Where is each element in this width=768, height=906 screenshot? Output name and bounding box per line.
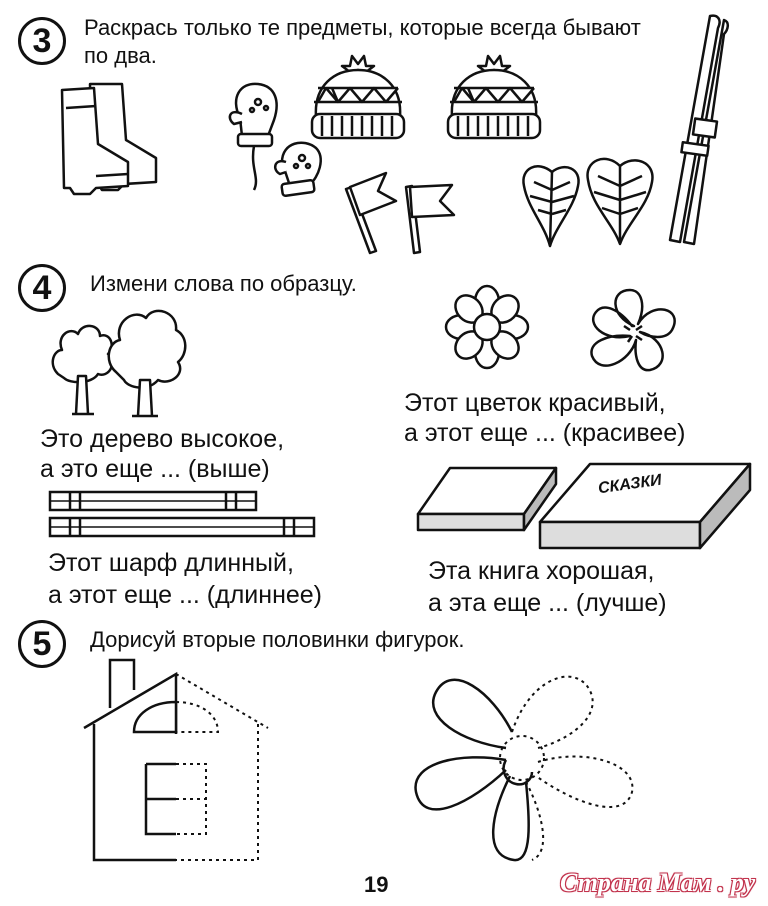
boots-picture — [52, 80, 162, 198]
task-5-number — [18, 620, 66, 668]
page-number: 19 — [364, 872, 389, 897]
book-caption-line1: Эта книга хорошая, — [428, 557, 655, 585]
books-picture — [414, 456, 760, 556]
task-5-instruction: Дорисуй вторые половинки фигурок. — [90, 627, 465, 652]
knit-hat-picture — [444, 52, 544, 144]
task-3-number-text: 3 — [32, 22, 52, 60]
book-title: СКАЗКИ — [597, 471, 663, 498]
house-half-picture — [78, 654, 282, 868]
flower-caption-line1: Этот цветок красивый, — [404, 389, 666, 417]
task-3-instruction: Раскрась только те предметы, которые всегда бывают по два. — [84, 15, 641, 68]
flower-caption-line2: а этот еще ... (красивее) — [404, 419, 686, 447]
task-4-number-text: 4 — [32, 269, 52, 307]
tree-caption-line1: Это дерево высокое, — [40, 425, 285, 453]
knit-hat-picture — [308, 52, 408, 144]
leaves-picture — [516, 150, 666, 250]
flower-half-picture — [402, 652, 646, 866]
watermark: Страна Мам . ру — [560, 868, 756, 897]
skis-picture — [660, 12, 730, 248]
trees-picture — [48, 302, 188, 424]
task-5-number-text: 5 — [32, 625, 52, 663]
daisy-picture — [444, 284, 530, 370]
scarf-caption-line2: а этот еще ... (длиннее) — [48, 581, 323, 609]
flower-picture — [580, 286, 690, 382]
scarves-picture — [46, 488, 318, 540]
scarf-caption-line1: Этот шарф длинный, — [48, 549, 294, 577]
book-caption-line2: а эта еще ... (лучше) — [428, 589, 667, 617]
flags-picture — [340, 165, 470, 257]
tree-caption-line2: а это еще ... (выше) — [40, 455, 270, 483]
task-3-number — [18, 17, 66, 65]
task-4-instruction: Измени слова по образцу. — [90, 271, 357, 296]
